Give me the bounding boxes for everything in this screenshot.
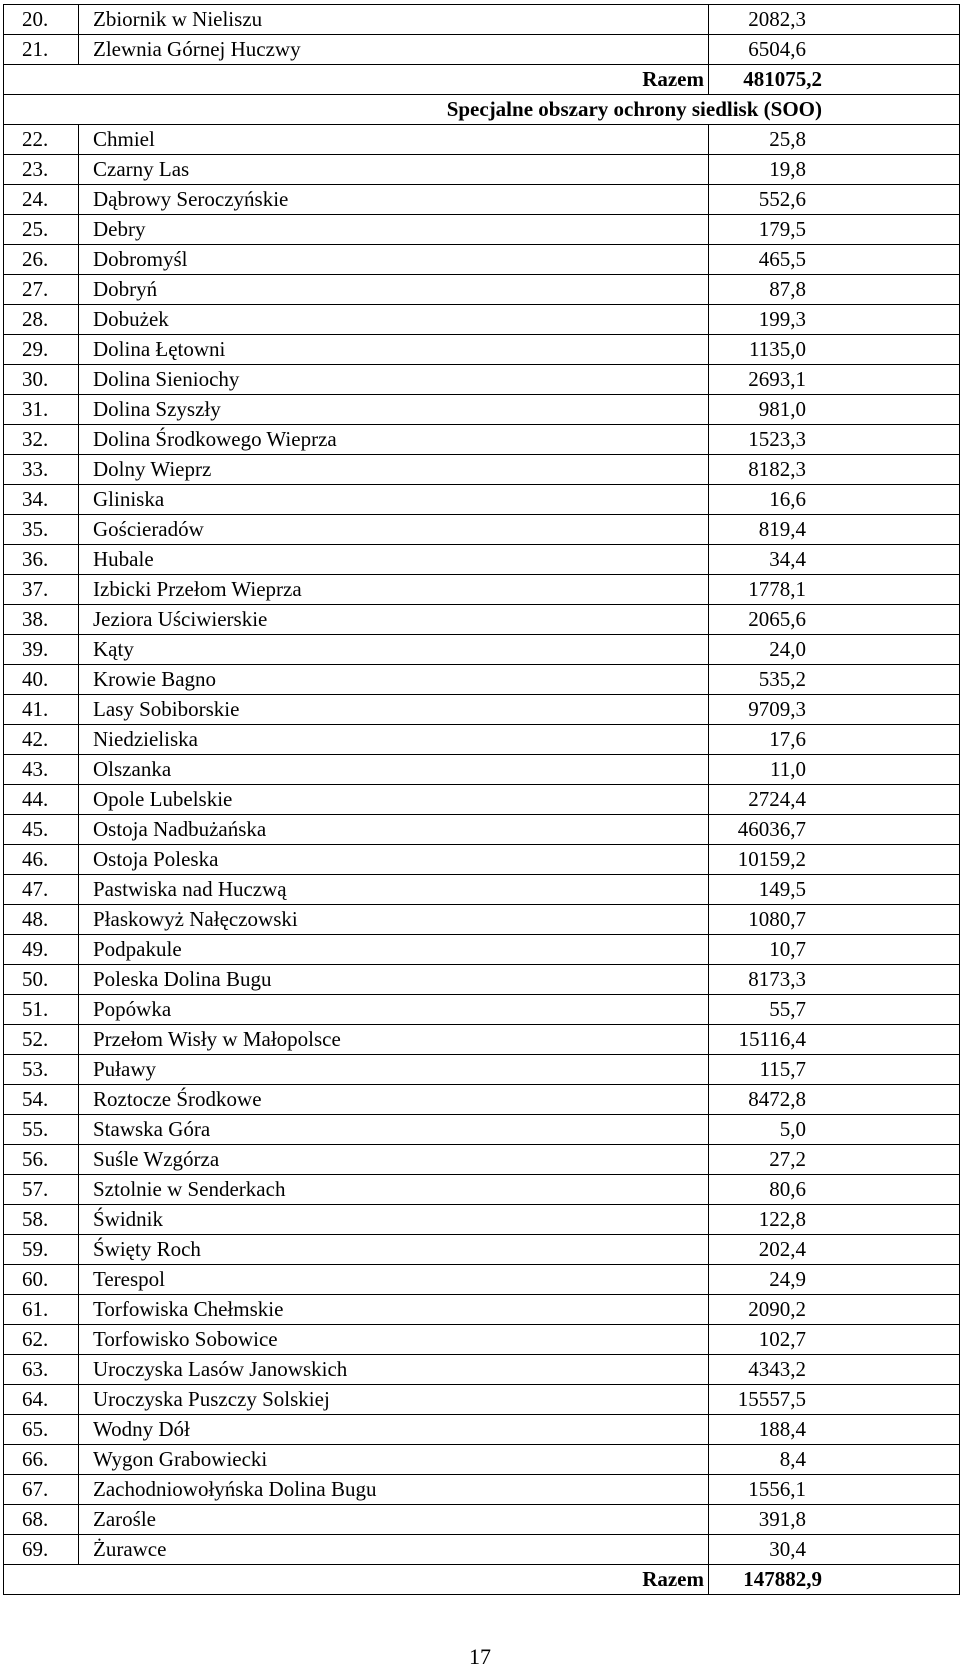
site-name: Dolina Środkowego Wieprza: [79, 425, 709, 455]
table-row: [4, 1265, 960, 1295]
row-number: 68.: [4, 1505, 79, 1535]
table-row: [4, 605, 960, 635]
row-number: 21.: [4, 35, 79, 65]
site-name: Zlewnia Górnej Huczwy: [79, 35, 709, 65]
table-row: [4, 395, 960, 425]
site-area: 1556,1: [709, 1475, 960, 1505]
row-number: 67.: [4, 1475, 79, 1505]
row-number: 43.: [4, 755, 79, 785]
row-number: 22.: [4, 125, 79, 155]
site-name: Wygon Grabowiecki: [79, 1445, 709, 1475]
site-area: 80,6: [709, 1175, 960, 1205]
row-number: 34.: [4, 485, 79, 515]
table-row: [4, 1025, 960, 1055]
table-row: [4, 1535, 960, 1565]
site-name: Dolina Łętowni: [79, 335, 709, 365]
subtotal-value: 147882,9: [709, 1565, 960, 1595]
row-number: 37.: [4, 575, 79, 605]
table-row: [4, 545, 960, 575]
site-name: Płaskowyż Nałęczowski: [79, 905, 709, 935]
site-name: Dolina Szyszły: [79, 395, 709, 425]
site-area: 55,7: [709, 995, 960, 1025]
site-area: 6504,6: [709, 35, 960, 65]
site-area: 87,8: [709, 275, 960, 305]
site-area: 188,4: [709, 1415, 960, 1445]
site-name: Hubale: [79, 545, 709, 575]
section-title: Specjalne obszary ochrony siedlisk (SOO): [4, 95, 960, 125]
site-name: Uroczyska Lasów Janowskich: [79, 1355, 709, 1385]
site-area: 5,0: [709, 1115, 960, 1145]
table-row: [4, 215, 960, 245]
site-area: 16,6: [709, 485, 960, 515]
site-name: Terespol: [79, 1265, 709, 1295]
site-area: 2082,3: [709, 5, 960, 35]
site-name: Podpakule: [79, 935, 709, 965]
site-area: 27,2: [709, 1145, 960, 1175]
site-name: Świdnik: [79, 1205, 709, 1235]
site-area: 10,7: [709, 935, 960, 965]
table-row: [4, 275, 960, 305]
row-number: 55.: [4, 1115, 79, 1145]
table-row: [4, 455, 960, 485]
site-area: 535,2: [709, 665, 960, 695]
table-row: [4, 155, 960, 185]
table-row: [4, 305, 960, 335]
site-name: Pastwiska nad Huczwą: [79, 875, 709, 905]
site-area: 24,0: [709, 635, 960, 665]
table-row: [4, 905, 960, 935]
row-number: 52.: [4, 1025, 79, 1055]
site-name: Zarośle: [79, 1505, 709, 1535]
site-name: Uroczyska Puszczy Solskiej: [79, 1385, 709, 1415]
site-area: 8182,3: [709, 455, 960, 485]
site-name: Popówka: [79, 995, 709, 1025]
row-number: 64.: [4, 1385, 79, 1415]
site-area: 8,4: [709, 1445, 960, 1475]
site-name: Lasy Sobiborskie: [79, 695, 709, 725]
site-area: 1080,7: [709, 905, 960, 935]
table-row: [4, 1355, 960, 1385]
row-number: 40.: [4, 665, 79, 695]
protected-areas-table: [3, 4, 960, 1595]
site-area: 2724,4: [709, 785, 960, 815]
row-number: 41.: [4, 695, 79, 725]
row-number: 32.: [4, 425, 79, 455]
row-number: 36.: [4, 545, 79, 575]
site-area: 2693,1: [709, 365, 960, 395]
row-number: 33.: [4, 455, 79, 485]
site-area: 199,3: [709, 305, 960, 335]
row-number: 49.: [4, 935, 79, 965]
site-area: 1523,3: [709, 425, 960, 455]
site-name: Roztocze Środkowe: [79, 1085, 709, 1115]
table-row: [4, 845, 960, 875]
table-row: [4, 515, 960, 545]
row-number: 66.: [4, 1445, 79, 1475]
site-area: 122,8: [709, 1205, 960, 1235]
row-number: 48.: [4, 905, 79, 935]
site-name: Kąty: [79, 635, 709, 665]
table-row: [4, 1085, 960, 1115]
table-body: [4, 5, 960, 1595]
table-row: [4, 1325, 960, 1355]
site-name: Żurawce: [79, 1535, 709, 1565]
site-name: Stawska Góra: [79, 1115, 709, 1145]
table-row: [4, 815, 960, 845]
table-row: [4, 755, 960, 785]
table-row: [4, 665, 960, 695]
site-name: Olszanka: [79, 755, 709, 785]
row-number: 57.: [4, 1175, 79, 1205]
site-area: 391,8: [709, 1505, 960, 1535]
site-name: Gliniska: [79, 485, 709, 515]
row-number: 54.: [4, 1085, 79, 1115]
site-name: Niedzieliska: [79, 725, 709, 755]
site-area: 15116,4: [709, 1025, 960, 1055]
site-area: 1135,0: [709, 335, 960, 365]
site-name: Święty Roch: [79, 1235, 709, 1265]
row-number: 59.: [4, 1235, 79, 1265]
row-number: 46.: [4, 845, 79, 875]
table-row: [4, 1505, 960, 1535]
row-number: 31.: [4, 395, 79, 425]
row-number: 65.: [4, 1415, 79, 1445]
table-row: [4, 935, 960, 965]
site-area: 8173,3: [709, 965, 960, 995]
table-row: [4, 1415, 960, 1445]
table-row: [4, 995, 960, 1025]
site-area: 30,4: [709, 1535, 960, 1565]
table-row: [4, 575, 960, 605]
row-number: 61.: [4, 1295, 79, 1325]
row-number: 29.: [4, 335, 79, 365]
table-row: [4, 485, 960, 515]
site-area: 8472,8: [709, 1085, 960, 1115]
table-row: [4, 1175, 960, 1205]
row-number: 60.: [4, 1265, 79, 1295]
row-number: 53.: [4, 1055, 79, 1085]
site-area: 4343,2: [709, 1355, 960, 1385]
site-name: Torfowiska Chełmskie: [79, 1295, 709, 1325]
site-name: Zachodniowołyńska Dolina Bugu: [79, 1475, 709, 1505]
site-name: Debry: [79, 215, 709, 245]
site-name: Chmiel: [79, 125, 709, 155]
site-name: Wodny Dół: [79, 1415, 709, 1445]
site-area: 10159,2: [709, 845, 960, 875]
site-area: 2090,2: [709, 1295, 960, 1325]
site-area: 149,5: [709, 875, 960, 905]
table-row: [4, 1445, 960, 1475]
row-number: 25.: [4, 215, 79, 245]
row-number: 69.: [4, 1535, 79, 1565]
table-row: [4, 35, 960, 65]
row-number: 30.: [4, 365, 79, 395]
site-area: 2065,6: [709, 605, 960, 635]
site-area: 179,5: [709, 215, 960, 245]
table-row: [4, 785, 960, 815]
row-number: 56.: [4, 1145, 79, 1175]
site-name: Sztolnie w Senderkach: [79, 1175, 709, 1205]
page-number: 17: [469, 1644, 491, 1669]
table-row: [4, 1475, 960, 1505]
site-area: 15557,5: [709, 1385, 960, 1415]
row-number: 27.: [4, 275, 79, 305]
site-name: Dobużek: [79, 305, 709, 335]
table-row: [4, 245, 960, 275]
site-name: Dolny Wieprz: [79, 455, 709, 485]
site-area: 465,5: [709, 245, 960, 275]
table-row: [4, 875, 960, 905]
subtotal-row: [4, 1565, 960, 1595]
row-number: 35.: [4, 515, 79, 545]
site-area: 19,8: [709, 155, 960, 185]
site-name: Suśle Wzgórza: [79, 1145, 709, 1175]
row-number: 51.: [4, 995, 79, 1025]
row-number: 50.: [4, 965, 79, 995]
site-area: 102,7: [709, 1325, 960, 1355]
subtotal-label: Razem: [4, 65, 709, 95]
row-number: 24.: [4, 185, 79, 215]
row-number: 63.: [4, 1355, 79, 1385]
site-name: Izbicki Przełom Wieprza: [79, 575, 709, 605]
row-number: 62.: [4, 1325, 79, 1355]
site-area: 202,4: [709, 1235, 960, 1265]
row-number: 23.: [4, 155, 79, 185]
table-row: [4, 635, 960, 665]
subtotal-row: [4, 65, 960, 95]
row-number: 39.: [4, 635, 79, 665]
site-name: Opole Lubelskie: [79, 785, 709, 815]
section-header-row: [4, 95, 960, 125]
row-number: 44.: [4, 785, 79, 815]
site-area: 9709,3: [709, 695, 960, 725]
row-number: 58.: [4, 1205, 79, 1235]
table-row: [4, 185, 960, 215]
site-name: Dąbrowy Seroczyńskie: [79, 185, 709, 215]
site-name: Ostoja Nadbużańska: [79, 815, 709, 845]
table-row: [4, 335, 960, 365]
table-row: [4, 1205, 960, 1235]
row-number: 38.: [4, 605, 79, 635]
site-name: Jeziora Uściwierskie: [79, 605, 709, 635]
row-number: 20.: [4, 5, 79, 35]
site-name: Poleska Dolina Bugu: [79, 965, 709, 995]
subtotal-value: 481075,2: [709, 65, 960, 95]
table-row: [4, 1145, 960, 1175]
site-area: 17,6: [709, 725, 960, 755]
site-name: Dobryń: [79, 275, 709, 305]
site-area: 1778,1: [709, 575, 960, 605]
table-row: [4, 965, 960, 995]
table-row: [4, 1115, 960, 1145]
subtotal-label: Razem: [4, 1565, 709, 1595]
table-row: [4, 425, 960, 455]
table-row: [4, 1385, 960, 1415]
site-area: 24,9: [709, 1265, 960, 1295]
table-row: [4, 1295, 960, 1325]
table-row: [4, 1055, 960, 1085]
table-row: [4, 125, 960, 155]
site-area: 115,7: [709, 1055, 960, 1085]
site-area: 11,0: [709, 755, 960, 785]
site-area: 981,0: [709, 395, 960, 425]
row-number: 28.: [4, 305, 79, 335]
site-area: 819,4: [709, 515, 960, 545]
site-area: 46036,7: [709, 815, 960, 845]
site-name: Przełom Wisły w Małopolsce: [79, 1025, 709, 1055]
site-name: Dolina Sieniochy: [79, 365, 709, 395]
row-number: 26.: [4, 245, 79, 275]
site-name: Ostoja Poleska: [79, 845, 709, 875]
site-name: Gościeradów: [79, 515, 709, 545]
site-area: 25,8: [709, 125, 960, 155]
site-area: 552,6: [709, 185, 960, 215]
row-number: 45.: [4, 815, 79, 845]
site-name: Puławy: [79, 1055, 709, 1085]
site-name: Zbiornik w Nieliszu: [79, 5, 709, 35]
table-row: [4, 725, 960, 755]
row-number: 47.: [4, 875, 79, 905]
row-number: 42.: [4, 725, 79, 755]
site-name: Dobromyśl: [79, 245, 709, 275]
table-row: [4, 365, 960, 395]
site-area: 34,4: [709, 545, 960, 575]
table-row: [4, 5, 960, 35]
site-name: Czarny Las: [79, 155, 709, 185]
site-name: Krowie Bagno: [79, 665, 709, 695]
site-name: Torfowisko Sobowice: [79, 1325, 709, 1355]
table-row: [4, 1235, 960, 1265]
table-row: [4, 695, 960, 725]
